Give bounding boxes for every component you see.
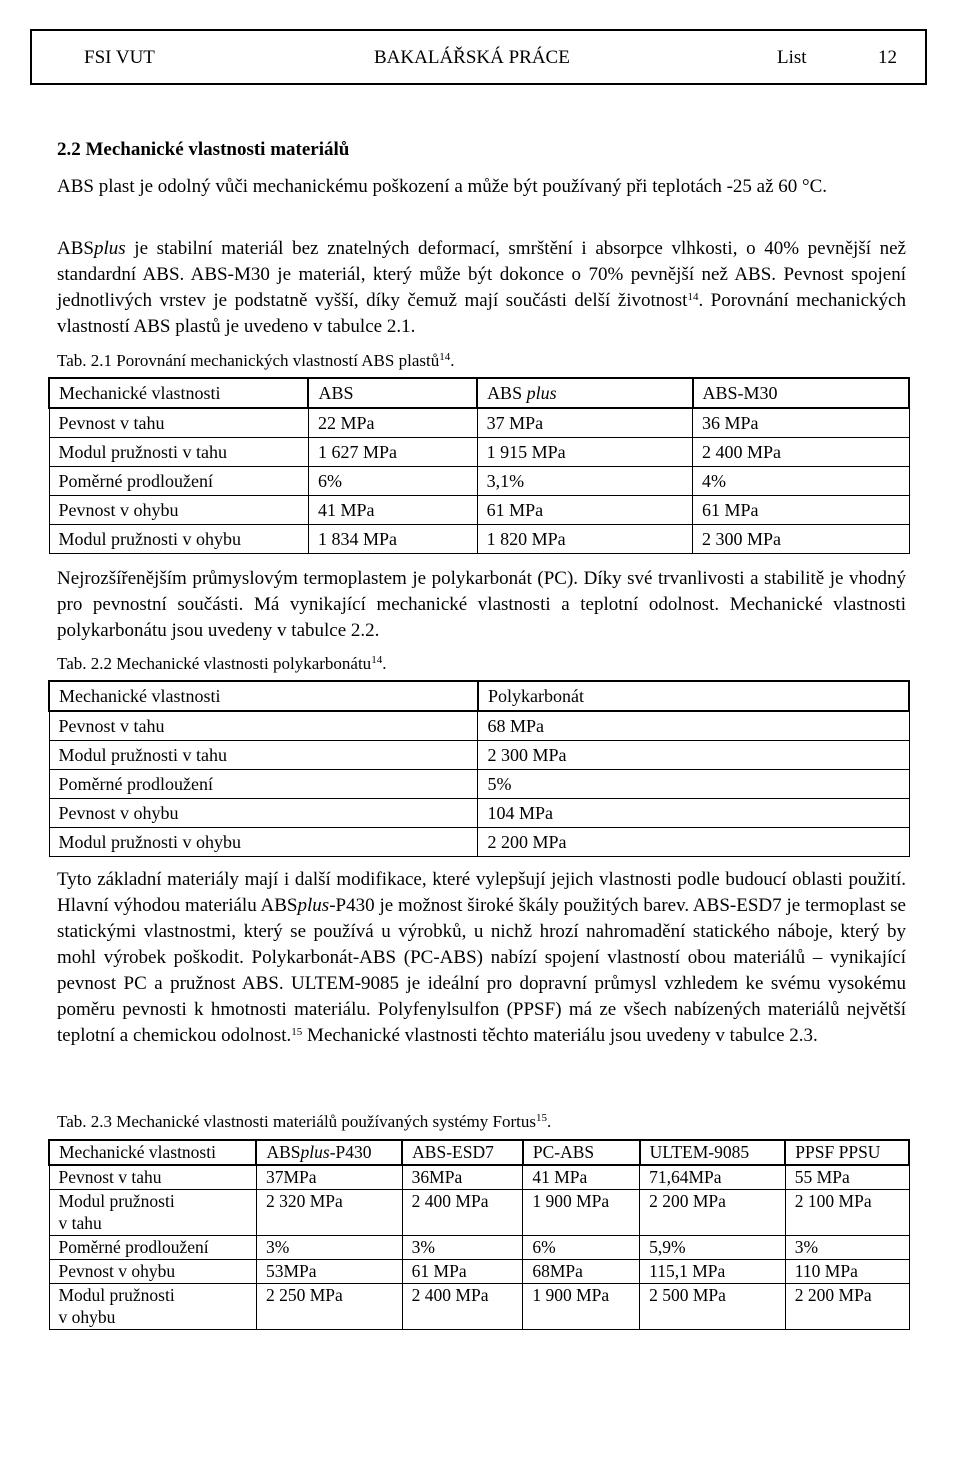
table-cell: 22 MPa <box>308 408 477 438</box>
cell-line: v ohybu <box>58 1307 116 1327</box>
table-row <box>49 1260 909 1284</box>
table-cell: 4% <box>693 467 909 496</box>
table-cell: 6% <box>523 1236 640 1260</box>
table-cell: Pevnost v ohybu <box>49 799 478 828</box>
page-header <box>30 29 927 85</box>
table3-header-cell: Mechanické vlastnosti <box>49 1140 256 1165</box>
table3-header-abs: ABS <box>266 1142 301 1162</box>
table-cell: Pevnost v tahu <box>49 711 478 741</box>
table1-caption-end: . <box>450 351 455 370</box>
table3-caption-citation: 15 <box>535 1112 547 1124</box>
table3-header-cell <box>256 1140 402 1165</box>
table-cell: 104 MPa <box>478 799 909 828</box>
table-cell: Poměrné prodloužení <box>49 770 478 799</box>
table2-caption-citation: 14 <box>371 654 383 666</box>
table-row <box>49 1165 909 1190</box>
table3-header-cell: PPSF PPSU <box>785 1140 909 1165</box>
p4-plus: plus <box>297 895 330 916</box>
table-cell: 2 100 MPa <box>785 1190 909 1236</box>
table-cell: 71,64MPa <box>640 1165 786 1190</box>
table2-caption <box>57 654 386 674</box>
table-cell: 2 200 MPa <box>785 1284 909 1330</box>
table3-header-row <box>49 1140 909 1165</box>
table-row <box>49 799 909 828</box>
paragraph-4 <box>57 867 906 1049</box>
cell-line: v tahu <box>58 1213 102 1233</box>
table3-caption <box>57 1112 551 1132</box>
table-cell: 1 627 MPa <box>308 438 477 467</box>
table-cell <box>49 1284 256 1330</box>
table-cell: 53MPa <box>256 1260 402 1284</box>
table-cell: 2 300 MPa <box>478 741 909 770</box>
table2 <box>48 680 910 857</box>
table-cell: 110 MPa <box>785 1260 909 1284</box>
table-cell: Pevnost v tahu <box>49 1165 256 1190</box>
table-cell <box>49 1190 256 1236</box>
table-cell: 36 MPa <box>693 408 909 438</box>
table-cell: 2 400 MPa <box>693 438 909 467</box>
table-row <box>49 711 909 741</box>
p4-text-3: Mechanické vlastnosti těchto materiálu jsou uvedeny v tabulce 2.3. <box>302 1025 818 1046</box>
table-row <box>49 496 909 525</box>
table-cell: Modul pružnosti v ohybu <box>58 832 241 852</box>
table-cell: 1 900 MPa <box>523 1190 640 1236</box>
table3 <box>48 1139 910 1330</box>
table-cell: 3% <box>402 1236 523 1260</box>
table-cell: 115,1 MPa <box>640 1260 786 1284</box>
table2-caption-text: Tab. 2.2 Mechanické vlastnosti polykarbonátu <box>57 654 372 673</box>
table-cell: 55 MPa <box>785 1165 909 1190</box>
table1-header-cell <box>477 378 692 408</box>
p2-text-2: . Porovnání mechanických vlastností ABS plastů je uvedeno v tabulce 2.1. <box>57 290 906 337</box>
table2-header-cell: Mechanické vlastnosti <box>49 681 478 711</box>
paragraph-3: Nejrozšířenějším průmyslovým termoplastem je polykarbonát (PC). Díky své trvanlivosti a stabilitě je vhodný pro pevnostní součásti. Má vynikající mechanické vlastnosti a teplotní odolnost. Mechanické vlastnosti polykarbonátu jsou uvedeny v tabulce 2.2. <box>57 568 906 641</box>
table2-header-row <box>49 681 909 711</box>
table1-caption <box>57 351 454 371</box>
header-thesis-type: BAKALÁŘSKÁ PRÁCE <box>374 47 570 68</box>
table-cell: Pevnost v ohybu <box>49 1260 256 1284</box>
table-cell: Modul pružnosti v tahu <box>49 741 478 770</box>
table-cell: 1 820 MPa <box>477 525 692 554</box>
table-cell: 3% <box>256 1236 402 1260</box>
table-cell: 68 MPa <box>478 711 909 741</box>
table1-header-cell: ABS <box>308 378 477 408</box>
table-cell: 61 MPa <box>402 1260 523 1284</box>
table-cell: 1 834 MPa <box>308 525 477 554</box>
p2-citation: 14 <box>687 291 699 303</box>
p4-citation: 15 <box>291 1026 303 1038</box>
table-cell: 37 MPa <box>477 408 692 438</box>
table-cell: 2 300 MPa <box>693 525 909 554</box>
section-heading: 2.2 Mechanické vlastnosti materiálů <box>57 139 350 160</box>
table-cell: 41 MPa <box>308 496 477 525</box>
table-cell: Poměrné prodloužení <box>49 467 308 496</box>
table-cell: Modul pružnosti v ohybu <box>49 525 308 554</box>
table-cell: 6% <box>308 467 477 496</box>
table-cell: Pevnost v tahu <box>49 408 308 438</box>
paragraph-1: ABS plast je odolný vůči mechanickému poškození a může být používaný při teplotách -25 až 60 °C. <box>57 176 828 197</box>
table-cell: 5,9% <box>640 1236 786 1260</box>
table-cell: 61 MPa <box>693 496 909 525</box>
table-cell: 68MPa <box>523 1260 640 1284</box>
table-cell: 2 320 MPa <box>256 1190 402 1236</box>
table-cell: 37MPa <box>256 1165 402 1190</box>
p2-plus: plus <box>93 238 126 259</box>
p2-text-1: je stabilní materiál bez znatelných deformací, smrštění i absorpce vlhkosti, o 40% pevnější než standardní ABS. ABS-M30 je materiál, který může být dokonce o 70% pevnější než ABS. Pevnost spojení jednotlivých vrstev je podstatně vyšší, díky čemuž mají součásti delší životnost <box>57 238 906 311</box>
table-cell: 61 MPa <box>477 496 692 525</box>
table3-header-p430: -P430 <box>329 1142 372 1162</box>
table-cell: 2 250 MPa <box>256 1284 402 1330</box>
p4-text-2: -P430 je možnost široké škály použitých barev. ABS-ESD7 je termoplast se statickými vlastnostmi, který se používá u výrobků, u nichž hrozí nahromadění statického náboje, který by mohl výrobek poškodit. Polykarbonát-ABS (PC-ABS) nabízí spojení vlastností obou materiálů – vynikající pevnost PC a pružnost ABS. ULTEM-9085 je ideální pro dopravní průmysl vzhledem ke svému vysokému poměru pevnosti k hmotnosti materiálu. Polyfenylsulfon (PPSF) má ze všech nabízených materiálů největší teplotní a chemickou odolnost. <box>57 895 906 1046</box>
table-cell: Modul pružnosti v tahu <box>49 438 308 467</box>
table-cell: 5% <box>478 770 909 799</box>
cell-line: Modul pružnosti <box>58 1191 175 1211</box>
table1-header-row <box>49 378 909 408</box>
header-list-label: List <box>777 47 807 68</box>
table2-caption-end: . <box>382 654 387 673</box>
table2-header-cell: Polykarbonát <box>478 681 909 711</box>
table1 <box>48 377 910 554</box>
table3-header-cell: ULTEM-9085 <box>640 1140 786 1165</box>
table1-header-cell: ABS-M30 <box>693 378 909 408</box>
table-cell: Poměrné prodloužení <box>49 1236 256 1260</box>
table-row <box>49 438 909 467</box>
table-cell: 3% <box>785 1236 909 1260</box>
header-institution: FSI VUT <box>84 47 155 68</box>
cell-line: Modul pružnosti <box>58 1285 175 1305</box>
paragraph-2 <box>57 236 906 340</box>
table-cell: 2 400 MPa <box>402 1190 523 1236</box>
table-cell: 3,1% <box>477 467 692 496</box>
table-cell: 36MPa <box>402 1165 523 1190</box>
table-row <box>49 467 909 496</box>
table-row <box>49 770 909 799</box>
table-row <box>49 525 909 554</box>
table1-header-abs: ABS <box>487 383 527 403</box>
table-row <box>49 1284 909 1330</box>
table-row <box>49 741 909 770</box>
table-cell: 1 915 MPa <box>477 438 692 467</box>
table-row <box>49 1236 909 1260</box>
table1-caption-text: Tab. 2.1 Porovnání mechanických vlastností ABS plastů <box>57 351 440 370</box>
table-cell: 1 900 MPa <box>523 1284 640 1330</box>
table-cell: 2 500 MPa <box>640 1284 786 1330</box>
table3-caption-text: Tab. 2.3 Mechanické vlastnosti materiálů používaných systémy Fortus <box>57 1112 536 1131</box>
header-page-number: 12 <box>878 47 897 68</box>
table3-header-plus: plus <box>300 1142 330 1162</box>
table3-caption-end: . <box>546 1112 552 1131</box>
table-row <box>49 408 909 438</box>
table-cell: Pevnost v ohybu <box>49 496 308 525</box>
table1-caption-citation: 14 <box>439 351 451 363</box>
table-cell: 2 200 MPa <box>478 828 909 857</box>
p2-abs: ABS <box>57 238 94 259</box>
table3-header-cell: PC-ABS <box>523 1140 640 1165</box>
table3-header-cell: ABS-ESD7 <box>402 1140 523 1165</box>
p4-text-1: Tyto základní materiály mají i další modifikace, které vylepšují jejich vlastnosti podle budoucí oblasti použití. Hlavní výhodou materiálu ABS <box>57 869 906 916</box>
table1-header-plus: plus <box>526 383 557 403</box>
table-row <box>49 1190 909 1236</box>
table-cell: 2 200 MPa <box>640 1190 786 1236</box>
table1-header-cell: Mechanické vlastnosti <box>49 378 308 408</box>
table-cell: 41 MPa <box>523 1165 640 1190</box>
table-row <box>49 828 909 857</box>
table-cell: 2 400 MPa <box>402 1284 523 1330</box>
